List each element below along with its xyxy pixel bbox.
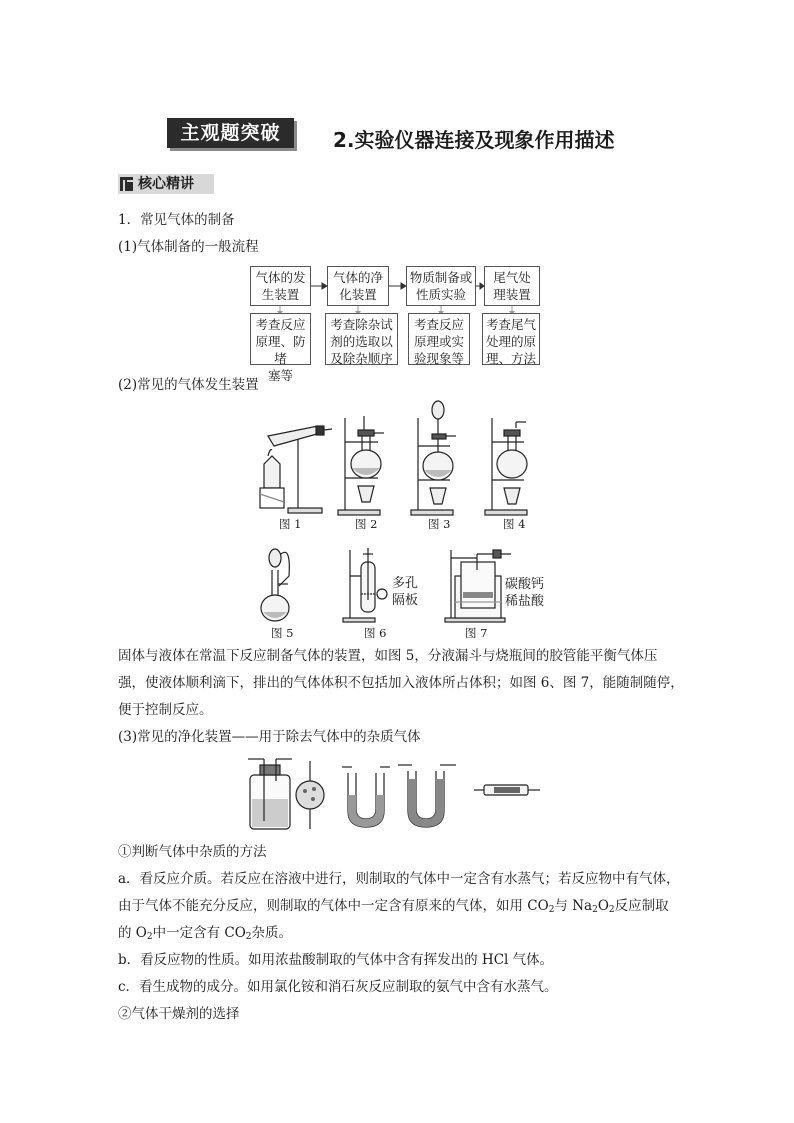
flow-step-experiment: 物质制备或 性质实验 (406, 266, 476, 306)
section-badge: 主观题突破 (167, 118, 294, 148)
section-heading (118, 174, 214, 194)
fig6-label: 多孔 隔板 (392, 576, 419, 608)
paragraph-line-3: 便于控制反应。 (118, 702, 213, 718)
figure-label-2: 图 2 (355, 517, 378, 531)
paragraph-line-2: 强，使液体顺利滴下，排出的气体体积不包括加入液体所占体积；如图 6、图 7，能随制随停， (118, 675, 684, 691)
flow-note-1: 考查反应 原理、防堵 塞等 (250, 313, 311, 365)
fig7-label-calcium-carbonate: 碳酸钙 (505, 577, 545, 592)
point-a-line-2: 由于气体不能充分反应，则制取的气体中一定含有原来的气体，如用 $CO_2$与 $Na_2O_2$反应制取 (118, 898, 669, 915)
figure-label-4: 图 4 (503, 517, 526, 531)
paragraph-line-1: 固体与液体在常温下反应制备气体的装置，如图 5，分液漏斗与烧瓶间的胶管能平衡气体压 (118, 648, 658, 664)
figure-label-1: 图 1 (279, 517, 302, 531)
point-b: b．看反应物的性质。如用浓盐酸制取的气体中含有挥发出的 HCl 气体。 (118, 952, 554, 968)
flow-note-2: 考查除杂试 剂的选取以 及除杂顺序 (325, 313, 398, 365)
fig7-labels (505, 576, 544, 610)
subheading-purification: (3)常见的净化装置——用于除去气体中的杂质气体 (118, 729, 421, 745)
gas-generation-apparatus-row1 (250, 398, 550, 528)
point-a-line-3: 的 $O_2$中一定含有 $CO_2$杂质。 (118, 925, 293, 942)
figure-label-6: 图 6 (364, 626, 387, 640)
flow-note-3: 考查反应 原理或实 验现象等 (408, 313, 470, 365)
section-heading-label: 核心精讲 (138, 176, 194, 192)
flow-arrows (250, 266, 540, 316)
flow-chart (250, 266, 540, 383)
purification-apparatus (248, 755, 548, 835)
fig7-label-hydrochloric-acid: 稀盐酸 (505, 594, 545, 609)
page-title: 2.实验仪器连接及现象作用描述 (333, 128, 615, 152)
figure-label-7: 图 7 (465, 626, 488, 640)
circled-heading-2: ②气体干燥剂的选择 (118, 1006, 240, 1022)
subheading-flow: (1)气体制备的一般流程 (118, 239, 259, 255)
flow-step-purification: 气体的净 化装置 (327, 266, 389, 306)
point-a-line-1: a．看反应介质。若反应在溶液中进行，则制取的气体中一定含有水蒸气；若反应物中有气体， (118, 871, 680, 887)
bookmark-icon (120, 177, 133, 191)
figure-label-5: 图 5 (271, 626, 294, 640)
subheading-generation: (2)常见的气体发生装置 (118, 377, 259, 393)
item-heading: 1．常见气体的制备 (118, 212, 235, 228)
flow-step-tail-gas: 尾气处 理装置 (484, 266, 540, 306)
point-c: c．看生成物的成分。如用氯化铵和消石灰反应制取的氨气中含有水蒸气。 (118, 979, 558, 995)
flow-step-generation: 气体的发 生装置 (250, 266, 311, 306)
circled-heading-1: ①判断气体中杂质的方法 (118, 844, 267, 860)
flow-note-4: 考查尾气 处理的原 理、方法 (482, 313, 540, 365)
figure-label-3: 图 3 (428, 517, 451, 531)
